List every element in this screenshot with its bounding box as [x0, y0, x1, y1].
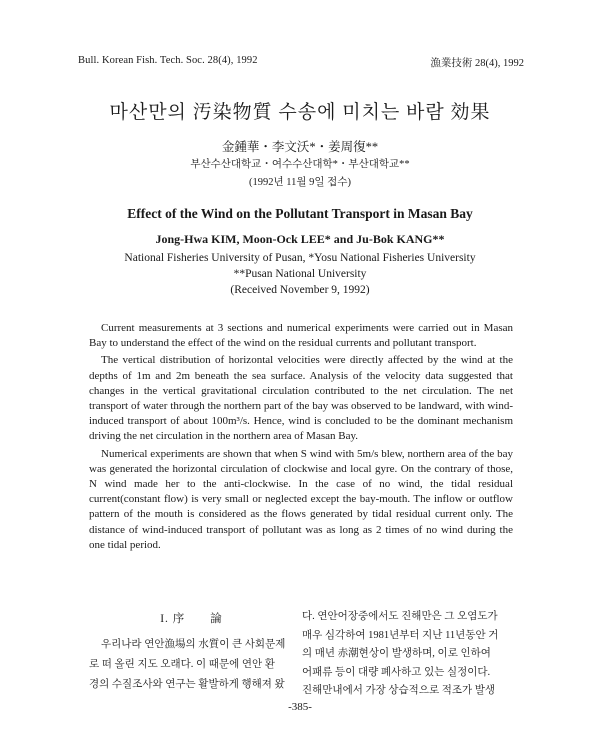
- english-title: Effect of the Wind on the Pollutant Transport in Masan Bay: [127, 206, 473, 221]
- journal-header-left: Bull. Korean Fish. Tech. Soc. 28(4), 1992: [78, 55, 258, 66]
- body-column-left: [89, 635, 294, 695]
- body-line: 우리나라 연안漁場의 水質이 큰 사회문제: [101, 639, 286, 650]
- journal-header-right: 漁業技術 28(4), 1992: [430, 58, 524, 69]
- affiliation-line-2: **Pusan National University: [233, 268, 367, 280]
- affiliation-line-1: National Fisheries University of Pusan, *Yosu National Fisheries University: [124, 252, 476, 264]
- abstract: [89, 321, 513, 555]
- received-date: (Received November 9, 1992): [230, 284, 370, 296]
- body-line: 어패류 등이 대량 폐사하고 있는 실정이다.: [302, 666, 491, 678]
- korean-title: 마산만의 汚染物質 수송에 미치는 바람 効果: [109, 102, 491, 123]
- section-heading-introduction: I. 序 論: [160, 613, 223, 625]
- abstract-paragraph-2: The vertical distribution of horizontal velocities were directly affected by the wind at the depths of 1m and 2m beneath the sea surface. Analysis of the velocity data suggested that changes in the vertical gravitational circulation contributed to the net circulation. The net transport of water through the northern part of the bay was observed to be landward, with wind-induced transport of about 100m³/s. Hence, wind is concluded to be the dominant mechanism driving the net circulation in the northern area of Masan Bay.: [89, 354, 513, 443]
- english-authors: Jong-Hwa KIM, Moon-Ock LEE* and Ju-Bok KANG**: [155, 232, 445, 246]
- korean-affiliations: 부산수산대학교・여수수산대학*・부산대학교**: [190, 159, 410, 170]
- body-line: 다. 연안어장중에서도 진해만은 그 오염도가: [302, 611, 498, 622]
- korean-authors: 金鍾華・李文沃*・姜周復**: [221, 140, 379, 154]
- body-line: 경의 수질조사와 연구는 활발하게 행해져 왔: [89, 679, 285, 690]
- page-number: -385-: [288, 701, 312, 713]
- body-column-right: [302, 608, 513, 701]
- body-line: 로 떠 올린 지도 오래다. 이 때문에 연안 환: [89, 659, 275, 670]
- body-line: 의 매년 赤潮현상이 발생하며, 이로 인하여: [302, 648, 491, 659]
- body-line: 매우 심각하여 1981년부터 지난 11년동안 거: [302, 629, 499, 641]
- abstract-paragraph-3: Numerical experiments are shown that when S wind with 5m/s blew, northern area of the bay was generated the horizontal circulation of clockwise and local gyre. On the contrary of those, N wind made her to the anti-clockwise. In the case of no wind, the tidal residual current(constant flow) is very small or neglected except the bay-mouth. The inflow or outflow pattern of the mouth is considered as the flows generated by tidal residual current only. The distance of wind-induced transport of pollutant was as long as 2 times of no wind during the one tidal period.: [89, 447, 513, 551]
- body-line: 진해만내에서 가장 상습적으로 적조가 발생: [302, 685, 496, 696]
- abstract-paragraph-1: Current measurements at 3 sections and numerical experiments were carried out in Masan Bay to understand the effect of the wind on the residual currents and pollutant transport.: [89, 322, 513, 350]
- english-affiliations: [0, 250, 600, 298]
- korean-received-date: (1992년 11월 9일 접수): [249, 177, 351, 188]
